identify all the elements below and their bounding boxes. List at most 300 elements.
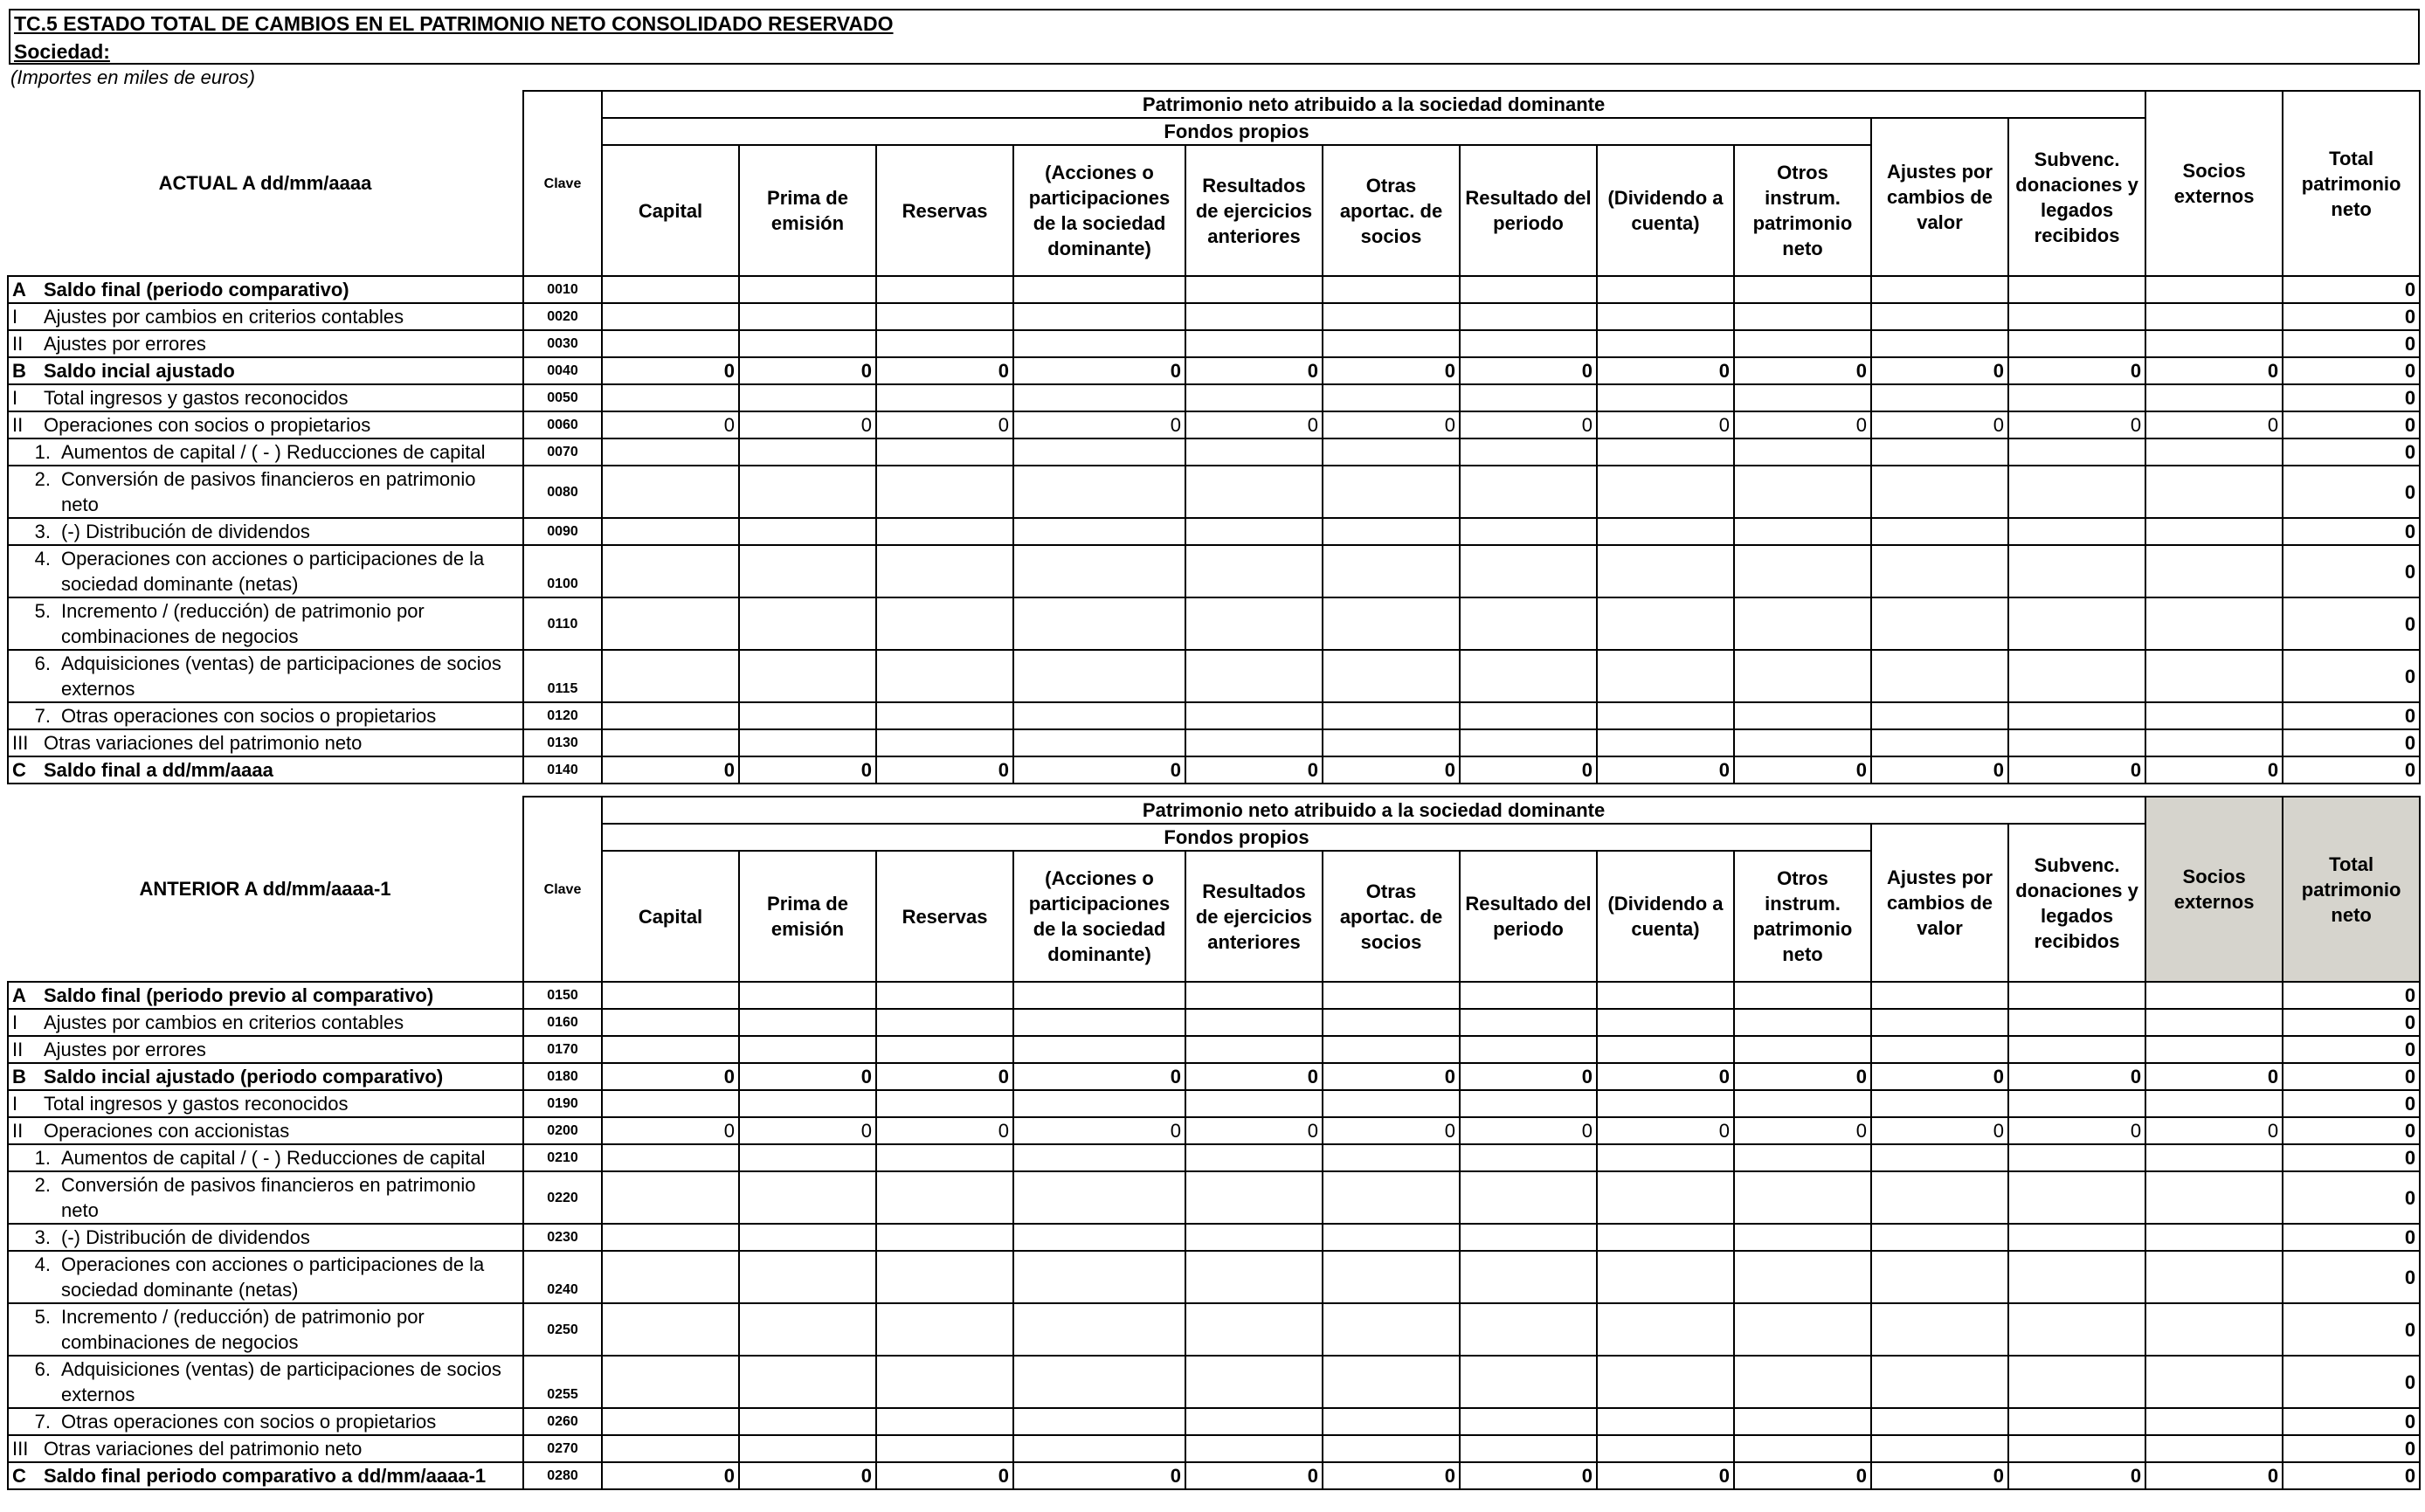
value-cell[interactable] <box>876 982 1013 1009</box>
value-cell[interactable] <box>602 1356 739 1408</box>
value-cell[interactable] <box>1597 1009 1734 1036</box>
value-cell[interactable] <box>1013 650 1185 702</box>
value-cell[interactable]: 0 <box>1460 357 1597 384</box>
value-cell[interactable] <box>1460 1303 1597 1356</box>
value-cell[interactable] <box>876 545 1013 597</box>
value-cell[interactable] <box>2145 1144 2283 1171</box>
value-cell[interactable] <box>602 982 739 1009</box>
value-cell[interactable] <box>1597 276 1734 303</box>
value-cell[interactable] <box>1013 597 1185 650</box>
value-cell[interactable] <box>1013 1408 1185 1435</box>
value-cell[interactable] <box>1185 438 1323 466</box>
value-cell[interactable]: 0 <box>1013 1462 1185 1489</box>
value-cell[interactable] <box>1460 1144 1597 1171</box>
value-cell[interactable]: 0 <box>1734 357 1871 384</box>
value-cell[interactable]: 0 <box>1460 1462 1597 1489</box>
value-cell[interactable] <box>602 1224 739 1251</box>
value-cell[interactable] <box>1460 1009 1597 1036</box>
value-cell[interactable] <box>1597 650 1734 702</box>
value-cell[interactable]: 0 <box>1323 1462 1460 1489</box>
value-cell[interactable] <box>1597 1303 1734 1356</box>
value-cell[interactable] <box>602 330 739 357</box>
value-cell[interactable] <box>1460 1408 1597 1435</box>
value-cell[interactable] <box>2145 1171 2283 1224</box>
value-cell[interactable] <box>1871 1171 2008 1224</box>
value-cell[interactable] <box>1734 650 1871 702</box>
value-cell[interactable]: 0 <box>602 756 739 784</box>
value-cell[interactable] <box>1597 1435 1734 1462</box>
value-cell[interactable] <box>739 597 876 650</box>
value-cell[interactable] <box>602 1090 739 1117</box>
value-cell[interactable]: 0 <box>876 1462 1013 1489</box>
value-cell[interactable]: 0 <box>1323 1117 1460 1144</box>
value-cell[interactable]: 0 <box>602 411 739 438</box>
value-cell[interactable] <box>1013 438 1185 466</box>
value-cell[interactable] <box>602 545 739 597</box>
value-cell[interactable] <box>2145 303 2283 330</box>
value-cell[interactable] <box>1460 1090 1597 1117</box>
value-cell[interactable] <box>1734 1171 1871 1224</box>
value-cell[interactable] <box>602 384 739 411</box>
value-cell[interactable]: 0 <box>1460 756 1597 784</box>
value-cell[interactable] <box>2008 1009 2145 1036</box>
value-cell[interactable]: 0 <box>1460 1063 1597 1090</box>
value-cell[interactable] <box>1460 982 1597 1009</box>
value-cell[interactable] <box>1185 545 1323 597</box>
value-cell[interactable] <box>2145 702 2283 729</box>
value-cell[interactable] <box>2008 702 2145 729</box>
value-cell[interactable] <box>1734 518 1871 545</box>
value-cell[interactable] <box>876 1224 1013 1251</box>
value-cell[interactable]: 0 <box>2283 276 2420 303</box>
value-cell[interactable] <box>739 650 876 702</box>
value-cell[interactable]: 0 <box>1734 1462 1871 1489</box>
value-cell[interactable] <box>1185 276 1323 303</box>
value-cell[interactable] <box>1185 650 1323 702</box>
value-cell[interactable] <box>1460 1036 1597 1063</box>
value-cell[interactable] <box>739 545 876 597</box>
value-cell[interactable] <box>1460 330 1597 357</box>
value-cell[interactable] <box>1597 384 1734 411</box>
value-cell[interactable] <box>1871 650 2008 702</box>
value-cell[interactable] <box>1013 1144 1185 1171</box>
value-cell[interactable] <box>1460 518 1597 545</box>
value-cell[interactable] <box>602 650 739 702</box>
value-cell[interactable] <box>2008 650 2145 702</box>
value-cell[interactable] <box>739 702 876 729</box>
value-cell[interactable] <box>739 1356 876 1408</box>
value-cell[interactable] <box>2145 466 2283 518</box>
value-cell[interactable]: 0 <box>876 357 1013 384</box>
value-cell[interactable] <box>1323 1090 1460 1117</box>
value-cell[interactable] <box>1323 518 1460 545</box>
value-cell[interactable] <box>2145 982 2283 1009</box>
value-cell[interactable]: 0 <box>2283 545 2420 597</box>
value-cell[interactable] <box>602 1408 739 1435</box>
value-cell[interactable] <box>876 1435 1013 1462</box>
value-cell[interactable] <box>1734 1009 1871 1036</box>
value-cell[interactable] <box>1597 438 1734 466</box>
value-cell[interactable] <box>739 276 876 303</box>
value-cell[interactable] <box>1013 1435 1185 1462</box>
value-cell[interactable] <box>602 1171 739 1224</box>
value-cell[interactable] <box>1323 330 1460 357</box>
value-cell[interactable]: 0 <box>1734 1117 1871 1144</box>
value-cell[interactable]: 0 <box>2283 1036 2420 1063</box>
value-cell[interactable]: 0 <box>1597 756 1734 784</box>
value-cell[interactable] <box>1734 729 1871 756</box>
value-cell[interactable]: 0 <box>876 411 1013 438</box>
value-cell[interactable] <box>1185 1408 1323 1435</box>
value-cell[interactable] <box>1871 1303 2008 1356</box>
value-cell[interactable] <box>1460 1356 1597 1408</box>
value-cell[interactable] <box>1734 276 1871 303</box>
value-cell[interactable] <box>1871 1144 2008 1171</box>
value-cell[interactable]: 0 <box>2145 756 2283 784</box>
value-cell[interactable]: 0 <box>1871 411 2008 438</box>
value-cell[interactable] <box>1323 702 1460 729</box>
value-cell[interactable] <box>2008 1303 2145 1356</box>
value-cell[interactable] <box>739 1009 876 1036</box>
value-cell[interactable] <box>1597 1144 1734 1171</box>
value-cell[interactable] <box>1871 1009 2008 1036</box>
value-cell[interactable] <box>739 1224 876 1251</box>
value-cell[interactable] <box>2145 438 2283 466</box>
value-cell[interactable] <box>602 466 739 518</box>
value-cell[interactable]: 0 <box>1734 756 1871 784</box>
value-cell[interactable] <box>1013 982 1185 1009</box>
value-cell[interactable]: 0 <box>2283 729 2420 756</box>
value-cell[interactable] <box>1734 303 1871 330</box>
value-cell[interactable] <box>1013 1090 1185 1117</box>
value-cell[interactable]: 0 <box>739 1117 876 1144</box>
value-cell[interactable] <box>2008 1408 2145 1435</box>
value-cell[interactable] <box>1013 1009 1185 1036</box>
value-cell[interactable] <box>602 702 739 729</box>
value-cell[interactable] <box>1597 1408 1734 1435</box>
value-cell[interactable] <box>1734 1251 1871 1303</box>
value-cell[interactable] <box>739 466 876 518</box>
value-cell[interactable] <box>1013 1356 1185 1408</box>
value-cell[interactable] <box>1323 1435 1460 1462</box>
value-cell[interactable]: 0 <box>1013 411 1185 438</box>
value-cell[interactable] <box>1323 597 1460 650</box>
value-cell[interactable] <box>1013 303 1185 330</box>
value-cell[interactable] <box>1734 1408 1871 1435</box>
value-cell[interactable] <box>1323 1251 1460 1303</box>
value-cell[interactable] <box>2145 1090 2283 1117</box>
value-cell[interactable] <box>1460 1251 1597 1303</box>
value-cell[interactable] <box>2008 1036 2145 1063</box>
value-cell[interactable] <box>1597 518 1734 545</box>
value-cell[interactable]: 0 <box>1185 756 1323 784</box>
value-cell[interactable] <box>602 1144 739 1171</box>
value-cell[interactable]: 0 <box>2283 1408 2420 1435</box>
value-cell[interactable] <box>1597 1224 1734 1251</box>
value-cell[interactable]: 0 <box>1013 357 1185 384</box>
value-cell[interactable] <box>1185 518 1323 545</box>
value-cell[interactable] <box>2145 729 2283 756</box>
value-cell[interactable] <box>2145 330 2283 357</box>
value-cell[interactable] <box>1597 1251 1734 1303</box>
value-cell[interactable]: 0 <box>2008 1063 2145 1090</box>
value-cell[interactable] <box>1734 466 1871 518</box>
value-cell[interactable]: 0 <box>739 1063 876 1090</box>
value-cell[interactable] <box>1597 330 1734 357</box>
value-cell[interactable] <box>2145 518 2283 545</box>
value-cell[interactable]: 0 <box>2008 1117 2145 1144</box>
value-cell[interactable] <box>1323 1224 1460 1251</box>
value-cell[interactable]: 0 <box>2283 597 2420 650</box>
value-cell[interactable]: 0 <box>1323 756 1460 784</box>
value-cell[interactable] <box>1871 1356 2008 1408</box>
value-cell[interactable] <box>2145 384 2283 411</box>
value-cell[interactable]: 0 <box>1460 1117 1597 1144</box>
value-cell[interactable] <box>1185 330 1323 357</box>
value-cell[interactable] <box>2145 1303 2283 1356</box>
value-cell[interactable] <box>1323 384 1460 411</box>
value-cell[interactable] <box>1185 597 1323 650</box>
value-cell[interactable] <box>602 1009 739 1036</box>
value-cell[interactable]: 0 <box>2283 1009 2420 1036</box>
value-cell[interactable]: 0 <box>1871 1462 2008 1489</box>
value-cell[interactable] <box>739 518 876 545</box>
value-cell[interactable] <box>1734 1144 1871 1171</box>
value-cell[interactable]: 0 <box>1185 411 1323 438</box>
value-cell[interactable] <box>1460 1435 1597 1462</box>
value-cell[interactable] <box>876 1356 1013 1408</box>
value-cell[interactable]: 0 <box>2008 1462 2145 1489</box>
value-cell[interactable] <box>1323 1144 1460 1171</box>
value-cell[interactable] <box>1185 1090 1323 1117</box>
value-cell[interactable] <box>1597 1356 1734 1408</box>
value-cell[interactable] <box>1185 466 1323 518</box>
value-cell[interactable] <box>1185 1036 1323 1063</box>
value-cell[interactable] <box>739 729 876 756</box>
value-cell[interactable]: 0 <box>1597 357 1734 384</box>
value-cell[interactable] <box>1871 384 2008 411</box>
value-cell[interactable] <box>1597 1036 1734 1063</box>
value-cell[interactable] <box>876 1251 1013 1303</box>
value-cell[interactable] <box>876 1036 1013 1063</box>
value-cell[interactable]: 0 <box>1597 411 1734 438</box>
value-cell[interactable] <box>876 1144 1013 1171</box>
value-cell[interactable] <box>1185 303 1323 330</box>
value-cell[interactable] <box>1013 545 1185 597</box>
value-cell[interactable] <box>739 1171 876 1224</box>
value-cell[interactable] <box>602 597 739 650</box>
value-cell[interactable] <box>602 303 739 330</box>
value-cell[interactable] <box>1734 438 1871 466</box>
value-cell[interactable] <box>2008 1251 2145 1303</box>
value-cell[interactable] <box>739 1144 876 1171</box>
value-cell[interactable] <box>2145 597 2283 650</box>
value-cell[interactable] <box>1460 1224 1597 1251</box>
value-cell[interactable] <box>2145 1408 2283 1435</box>
value-cell[interactable] <box>1734 702 1871 729</box>
value-cell[interactable] <box>2145 1251 2283 1303</box>
value-cell[interactable] <box>739 982 876 1009</box>
value-cell[interactable] <box>1871 1251 2008 1303</box>
value-cell[interactable] <box>2008 729 2145 756</box>
value-cell[interactable]: 0 <box>1185 1462 1323 1489</box>
value-cell[interactable] <box>876 1408 1013 1435</box>
value-cell[interactable] <box>1185 702 1323 729</box>
value-cell[interactable] <box>2008 1090 2145 1117</box>
value-cell[interactable] <box>1460 650 1597 702</box>
value-cell[interactable]: 0 <box>1871 357 2008 384</box>
value-cell[interactable]: 0 <box>2283 1090 2420 1117</box>
value-cell[interactable]: 0 <box>2283 1435 2420 1462</box>
value-cell[interactable]: 0 <box>2283 1144 2420 1171</box>
value-cell[interactable] <box>1871 303 2008 330</box>
value-cell[interactable] <box>1734 982 1871 1009</box>
value-cell[interactable] <box>1460 1171 1597 1224</box>
value-cell[interactable] <box>1734 1090 1871 1117</box>
value-cell[interactable] <box>1323 1036 1460 1063</box>
value-cell[interactable] <box>1323 1408 1460 1435</box>
value-cell[interactable] <box>876 597 1013 650</box>
value-cell[interactable] <box>1323 982 1460 1009</box>
value-cell[interactable] <box>1597 1090 1734 1117</box>
value-cell[interactable] <box>1013 1303 1185 1356</box>
value-cell[interactable] <box>876 729 1013 756</box>
value-cell[interactable] <box>1460 276 1597 303</box>
value-cell[interactable]: 0 <box>2283 384 2420 411</box>
value-cell[interactable]: 0 <box>1323 411 1460 438</box>
value-cell[interactable] <box>1013 1224 1185 1251</box>
value-cell[interactable] <box>876 303 1013 330</box>
value-cell[interactable]: 0 <box>1597 1117 1734 1144</box>
value-cell[interactable] <box>602 1435 739 1462</box>
value-cell[interactable] <box>602 438 739 466</box>
value-cell[interactable]: 0 <box>2145 1462 2283 1489</box>
value-cell[interactable]: 0 <box>739 756 876 784</box>
value-cell[interactable]: 0 <box>2283 1063 2420 1090</box>
value-cell[interactable] <box>2008 1171 2145 1224</box>
value-cell[interactable]: 0 <box>2283 1251 2420 1303</box>
value-cell[interactable] <box>739 1251 876 1303</box>
value-cell[interactable]: 0 <box>2283 330 2420 357</box>
value-cell[interactable]: 0 <box>602 1063 739 1090</box>
value-cell[interactable] <box>1871 1090 2008 1117</box>
value-cell[interactable] <box>1734 1036 1871 1063</box>
value-cell[interactable] <box>876 466 1013 518</box>
value-cell[interactable]: 0 <box>1185 1063 1323 1090</box>
value-cell[interactable] <box>1734 1435 1871 1462</box>
value-cell[interactable]: 0 <box>1597 1462 1734 1489</box>
value-cell[interactable] <box>1460 729 1597 756</box>
value-cell[interactable] <box>2145 1435 2283 1462</box>
value-cell[interactable]: 0 <box>2145 1063 2283 1090</box>
value-cell[interactable]: 0 <box>602 1117 739 1144</box>
value-cell[interactable]: 0 <box>1734 1063 1871 1090</box>
value-cell[interactable] <box>2145 1009 2283 1036</box>
value-cell[interactable] <box>876 276 1013 303</box>
value-cell[interactable] <box>2008 303 2145 330</box>
value-cell[interactable] <box>739 1036 876 1063</box>
value-cell[interactable] <box>739 1090 876 1117</box>
value-cell[interactable]: 0 <box>1871 1063 2008 1090</box>
value-cell[interactable]: 0 <box>2145 411 2283 438</box>
value-cell[interactable] <box>1871 702 2008 729</box>
value-cell[interactable]: 0 <box>2283 303 2420 330</box>
value-cell[interactable] <box>1871 729 2008 756</box>
value-cell[interactable] <box>1460 303 1597 330</box>
value-cell[interactable] <box>1185 982 1323 1009</box>
value-cell[interactable]: 0 <box>1013 756 1185 784</box>
value-cell[interactable] <box>602 1251 739 1303</box>
value-cell[interactable]: 0 <box>876 1063 1013 1090</box>
value-cell[interactable] <box>1013 384 1185 411</box>
value-cell[interactable] <box>1734 384 1871 411</box>
value-cell[interactable] <box>1871 1036 2008 1063</box>
value-cell[interactable] <box>1871 1224 2008 1251</box>
value-cell[interactable] <box>1185 1251 1323 1303</box>
value-cell[interactable] <box>2008 597 2145 650</box>
value-cell[interactable] <box>1323 650 1460 702</box>
value-cell[interactable] <box>739 303 876 330</box>
value-cell[interactable]: 0 <box>2283 756 2420 784</box>
value-cell[interactable]: 0 <box>1597 1063 1734 1090</box>
value-cell[interactable] <box>2008 518 2145 545</box>
value-cell[interactable] <box>876 650 1013 702</box>
value-cell[interactable] <box>876 384 1013 411</box>
value-cell[interactable] <box>1460 438 1597 466</box>
value-cell[interactable] <box>1185 384 1323 411</box>
value-cell[interactable] <box>1323 1303 1460 1356</box>
value-cell[interactable]: 0 <box>1460 411 1597 438</box>
value-cell[interactable] <box>1597 729 1734 756</box>
value-cell[interactable]: 0 <box>1871 756 2008 784</box>
value-cell[interactable]: 0 <box>2008 411 2145 438</box>
value-cell[interactable]: 0 <box>2283 650 2420 702</box>
value-cell[interactable]: 0 <box>1734 411 1871 438</box>
value-cell[interactable] <box>1460 545 1597 597</box>
value-cell[interactable] <box>739 1303 876 1356</box>
value-cell[interactable]: 0 <box>2283 1462 2420 1489</box>
value-cell[interactable]: 0 <box>876 756 1013 784</box>
value-cell[interactable] <box>1013 1251 1185 1303</box>
value-cell[interactable] <box>2145 545 2283 597</box>
value-cell[interactable] <box>2145 276 2283 303</box>
value-cell[interactable] <box>602 1036 739 1063</box>
value-cell[interactable] <box>1597 702 1734 729</box>
value-cell[interactable] <box>2008 1356 2145 1408</box>
value-cell[interactable] <box>1734 597 1871 650</box>
value-cell[interactable] <box>1323 466 1460 518</box>
value-cell[interactable] <box>1323 1356 1460 1408</box>
value-cell[interactable]: 0 <box>739 411 876 438</box>
value-cell[interactable]: 0 <box>2283 702 2420 729</box>
value-cell[interactable]: 0 <box>1323 1063 1460 1090</box>
value-cell[interactable]: 0 <box>2283 438 2420 466</box>
value-cell[interactable] <box>1013 1171 1185 1224</box>
value-cell[interactable]: 0 <box>602 357 739 384</box>
value-cell[interactable] <box>1013 518 1185 545</box>
value-cell[interactable]: 0 <box>1323 357 1460 384</box>
value-cell[interactable] <box>2145 1224 2283 1251</box>
value-cell[interactable]: 0 <box>2145 357 2283 384</box>
value-cell[interactable]: 0 <box>602 1462 739 1489</box>
value-cell[interactable] <box>739 330 876 357</box>
value-cell[interactable] <box>876 330 1013 357</box>
value-cell[interactable] <box>2145 1356 2283 1408</box>
value-cell[interactable] <box>1323 438 1460 466</box>
value-cell[interactable] <box>1871 438 2008 466</box>
value-cell[interactable]: 0 <box>2283 1224 2420 1251</box>
value-cell[interactable] <box>1871 1435 2008 1462</box>
